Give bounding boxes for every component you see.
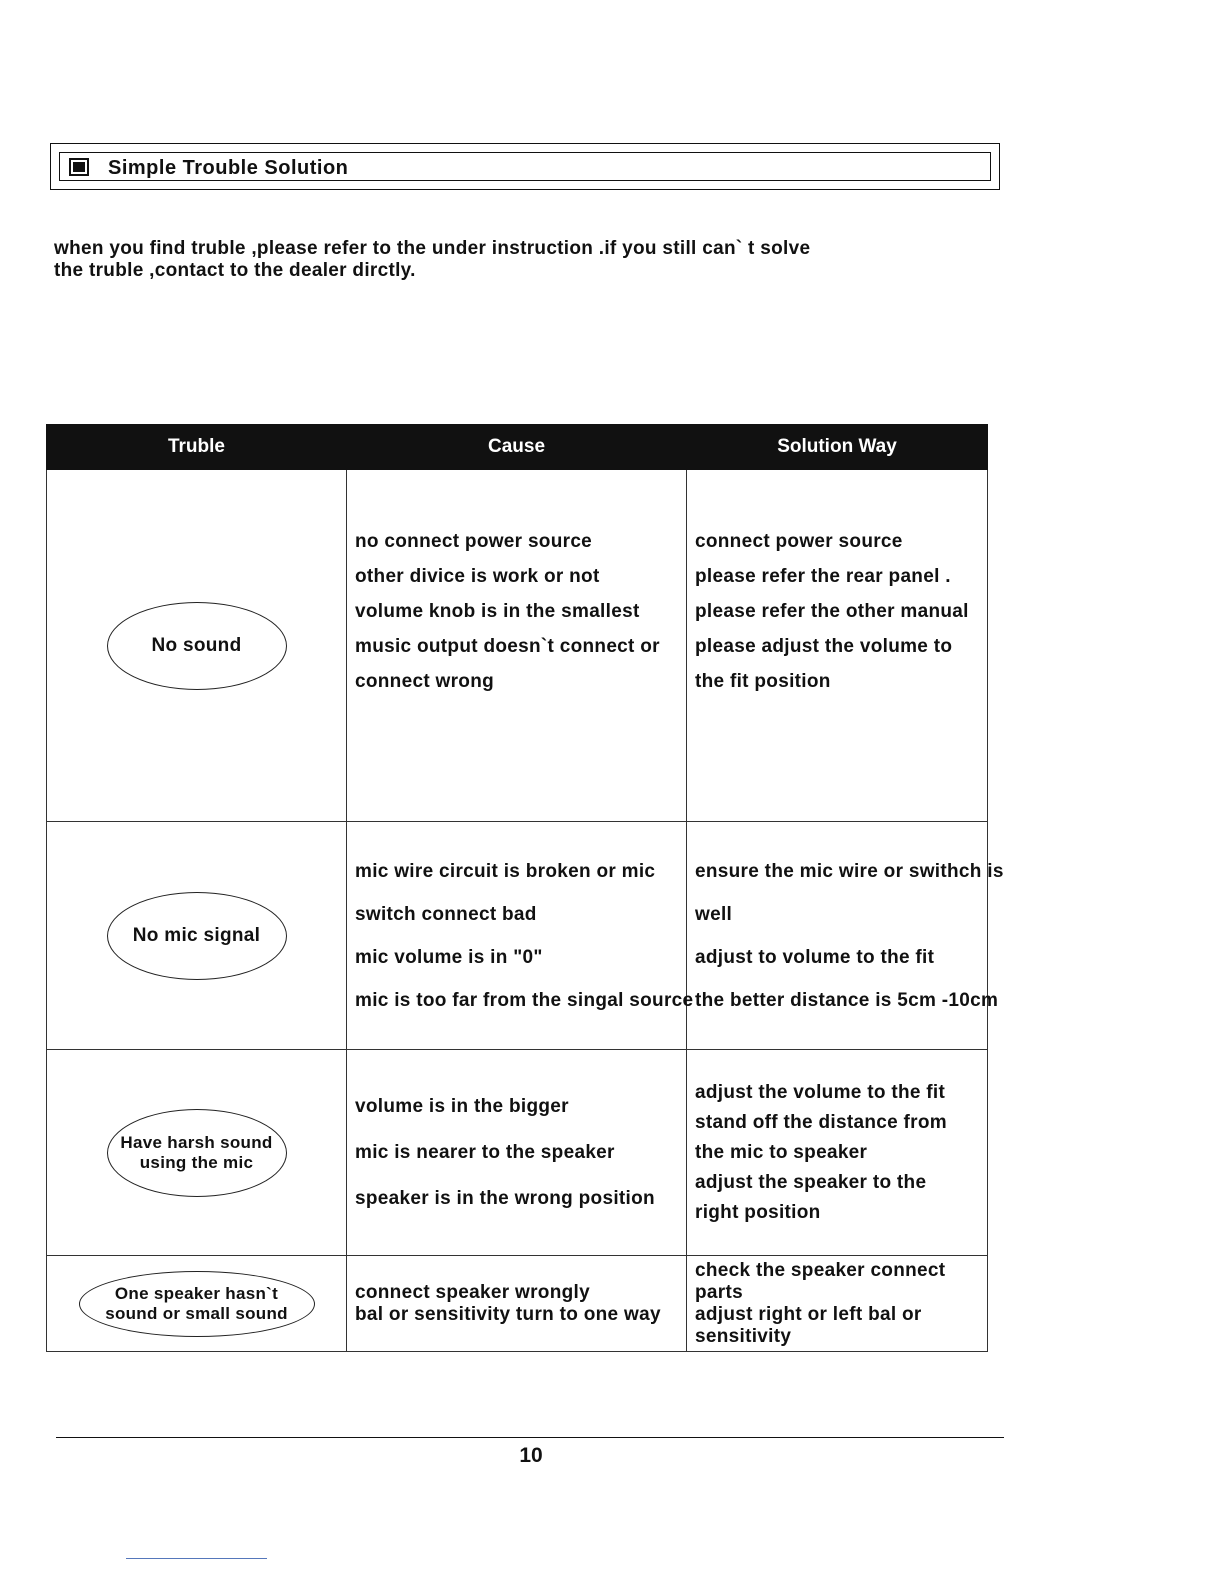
intro-line-2: the truble ,contact to the dealer dirctly. bbox=[54, 260, 416, 281]
solution-line: parts bbox=[695, 1281, 743, 1303]
cause-line: mic wire circuit is broken or mic bbox=[355, 860, 656, 882]
header-trouble: Truble bbox=[47, 425, 347, 470]
solution-line: stand off the distance from bbox=[695, 1111, 947, 1133]
header-solution: Solution Way bbox=[687, 425, 988, 470]
solution-line: ensure the mic wire or swithch is bbox=[695, 860, 1004, 882]
trouble-cell bbox=[47, 1050, 347, 1256]
solution-list bbox=[695, 850, 1004, 1022]
trouble-label-ellipse bbox=[79, 1271, 315, 1337]
cause-line: mic is nearer to the speaker bbox=[355, 1141, 615, 1163]
bottom-divider bbox=[126, 1558, 267, 1559]
cause-line: music output doesn`t connect or bbox=[355, 636, 660, 657]
solution-list bbox=[695, 1078, 979, 1228]
solution-line: well bbox=[695, 903, 733, 925]
trouble-label-line: using the mic bbox=[139, 1152, 254, 1172]
solution-line: adjust the speaker to the bbox=[695, 1171, 927, 1193]
trouble-cell bbox=[47, 1256, 347, 1352]
cause-line: connect speaker wrongly bbox=[355, 1281, 590, 1303]
solution-line: please refer the rear panel . bbox=[695, 566, 951, 587]
header-cause: Cause bbox=[347, 425, 687, 470]
solution-list bbox=[695, 1260, 979, 1348]
cause-line: other divice is work or not bbox=[355, 566, 600, 587]
trouble-label-line: One speaker hasn`t bbox=[114, 1283, 279, 1303]
section-header-inner bbox=[59, 152, 991, 181]
table-row bbox=[47, 1256, 988, 1352]
cause-line: mic volume is in "0" bbox=[355, 946, 543, 968]
trouble-table bbox=[46, 424, 1004, 1352]
trouble-cell bbox=[47, 470, 347, 822]
cause-cell bbox=[347, 1050, 687, 1256]
intro-paragraph bbox=[54, 238, 954, 282]
trouble-cell bbox=[47, 822, 347, 1050]
footer-divider bbox=[56, 1437, 1004, 1438]
section-header bbox=[50, 143, 1000, 190]
trouble-label-line: Have harsh sound bbox=[120, 1132, 273, 1152]
cause-list bbox=[355, 524, 678, 699]
cause-line: bal or sensitivity turn to one way bbox=[355, 1303, 661, 1325]
solution-cell bbox=[687, 1256, 988, 1352]
cause-line: volume is in the bigger bbox=[355, 1095, 569, 1117]
cause-cell bbox=[347, 822, 694, 1050]
cause-cell bbox=[347, 470, 687, 822]
filled-square-icon bbox=[69, 158, 89, 176]
solution-line: adjust the volume to the fit bbox=[695, 1081, 946, 1103]
trouble-label bbox=[120, 1133, 272, 1173]
section-title: Simple Trouble Solution bbox=[108, 157, 349, 179]
solution-list bbox=[695, 524, 979, 699]
solution-line: please refer the other manual bbox=[695, 601, 969, 622]
cause-line: speaker is in the wrong position bbox=[355, 1187, 655, 1209]
cause-line: switch connect bad bbox=[355, 903, 537, 925]
solution-line: please adjust the volume to bbox=[695, 636, 953, 657]
cause-list bbox=[355, 1084, 678, 1222]
solution-line: adjust to volume to the fit bbox=[695, 946, 935, 968]
intro-line-1: when you find truble ,please refer to the under instruction .if you still can` t solve bbox=[54, 238, 811, 259]
trouble-label: No sound bbox=[151, 635, 242, 656]
cause-line: volume knob is in the smallest bbox=[355, 601, 640, 622]
solution-cell bbox=[687, 1050, 988, 1256]
cause-line: no connect power source bbox=[355, 531, 593, 552]
cause-line: mic is too far from the singal source bbox=[355, 989, 694, 1011]
table-header-row bbox=[47, 425, 988, 470]
trouble-label-line: sound or small sound bbox=[105, 1303, 288, 1323]
table-row bbox=[47, 1050, 988, 1256]
solution-line: adjust right or left bal or bbox=[695, 1303, 922, 1325]
cause-list bbox=[355, 850, 694, 1022]
cause-line: connect wrong bbox=[355, 671, 495, 692]
cause-cell bbox=[347, 1256, 687, 1352]
solution-line: the fit position bbox=[695, 671, 831, 692]
solution-line: the mic to speaker bbox=[695, 1141, 868, 1163]
page-number: 10 bbox=[519, 1444, 543, 1467]
solution-cell bbox=[687, 822, 1004, 1050]
table-row bbox=[47, 470, 988, 822]
solution-cell bbox=[687, 470, 988, 822]
solution-line: check the speaker connect bbox=[695, 1259, 946, 1281]
solution-line: sensitivity bbox=[695, 1325, 792, 1347]
trouble-label-ellipse bbox=[107, 1109, 287, 1197]
table-row bbox=[47, 822, 988, 1050]
solution-line: the better distance is 5cm -10cm bbox=[695, 989, 999, 1011]
trouble-label bbox=[105, 1284, 288, 1324]
solution-line: right position bbox=[695, 1201, 821, 1223]
cause-list bbox=[355, 1282, 678, 1326]
solution-line: connect power source bbox=[695, 531, 903, 552]
trouble-label: No mic signal bbox=[132, 925, 261, 946]
trouble-label-ellipse bbox=[107, 892, 287, 980]
trouble-label-ellipse bbox=[107, 602, 287, 690]
